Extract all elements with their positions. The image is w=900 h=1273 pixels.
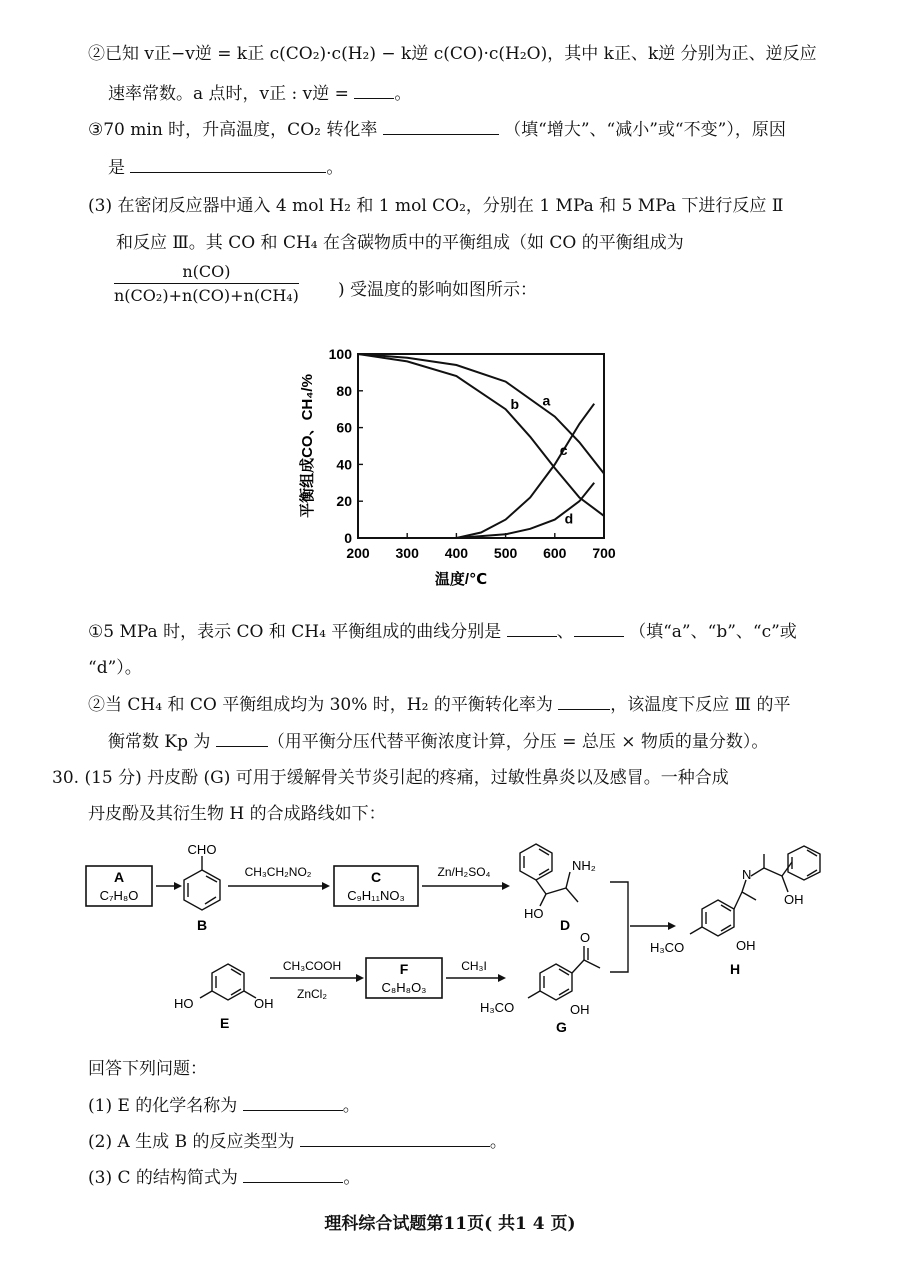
- q3-sub1-cont-text: “d”）。: [88, 658, 142, 678]
- h-n-label: N: [742, 867, 752, 882]
- g-methoxy-label: H₃CO: [480, 1000, 515, 1015]
- compound-h-structure: [690, 846, 820, 936]
- q30-p1: [88, 1094, 360, 1118]
- y-tick-label: 60: [336, 419, 352, 436]
- q2-item3-cont-line: [108, 156, 343, 180]
- x-tick-label: 400: [444, 545, 469, 561]
- y-tick-label: 0: [344, 530, 352, 546]
- answer-blank[interactable]: [243, 1166, 343, 1183]
- q30-p3-text: (3) C 的结构简式为: [88, 1168, 238, 1188]
- equilibrium-composition-chart: [290, 340, 620, 600]
- q2-item3-cont: 是: [108, 158, 125, 178]
- curve-label-c: c: [559, 442, 568, 459]
- e-oh-label: OH: [254, 996, 274, 1011]
- q30-head1: [52, 766, 729, 790]
- page-footer: [0, 1212, 900, 1236]
- h-oh-ring-label: OH: [736, 938, 756, 953]
- q3-intro2-text: 和反应 Ⅲ。其 CO 和 CH₄ 在含碳物质中的平衡组成（如 CO 的平衡组成为: [116, 233, 684, 253]
- period: 。: [342, 1096, 360, 1116]
- q30-p2-text: (2) A 生成 B 的反应类型为: [88, 1132, 295, 1152]
- series-line-c: [456, 404, 594, 538]
- answer-blank[interactable]: [243, 1094, 343, 1111]
- merge-bracket: [610, 882, 628, 972]
- y-axis-label: 平衡组成CO、CH₄/%: [299, 374, 316, 518]
- y-tick-label: 80: [336, 382, 352, 399]
- arrowhead: [174, 882, 182, 890]
- q3-sub2-cont-a: 衡常数 Kp 为: [108, 732, 211, 752]
- h-oh-side-label: OH: [784, 892, 804, 907]
- q2-item2-text: ②已知 v正−v逆 = k正 c(CO₂)·c(H₂) − k逆 c(CO)·c(H₂O)，其中 k正、k逆 分别为正、逆反应: [88, 44, 817, 64]
- q3-intro2: [116, 231, 684, 255]
- curve-label-a: a: [542, 392, 551, 409]
- formula-a: C₇H₈O: [99, 888, 139, 903]
- q30-p1-text: (1) E 的化学名称为: [88, 1096, 238, 1116]
- q3-sub2-tail: ，该温度下反应 Ⅲ 的平: [610, 695, 791, 715]
- q3-sub2: [88, 693, 790, 717]
- formula-f: C₈H₈O₃: [381, 980, 427, 995]
- reagent-zncl2: ZnCl₂: [297, 987, 327, 1001]
- label-d: D: [560, 917, 571, 933]
- benzaldehyde-structure: [184, 856, 220, 910]
- q3-sub2-cont: [108, 730, 768, 754]
- fraction-co: [114, 262, 299, 305]
- q3-intro1: [88, 194, 783, 218]
- chart-ticks: [329, 346, 616, 561]
- period: 。: [326, 158, 344, 178]
- arrowhead: [498, 974, 506, 982]
- answer-intro-text: 回答下列问题：: [88, 1059, 207, 1079]
- period: 。: [343, 1168, 361, 1188]
- d-ho-label: HO: [524, 906, 544, 921]
- q3-sub2-cont-b: （用平衡分压代替平衡浓度计算，分压 = 总压 × 物质的量分数）。: [267, 732, 769, 752]
- label-c: C: [370, 869, 382, 885]
- answer-blank[interactable]: [507, 620, 557, 637]
- x-tick-label: 700: [592, 545, 616, 561]
- h-methoxy-label: H₃CO: [650, 940, 685, 955]
- q30-head1-text: 30. (15 分) 丹皮酚 (G) 可用于缓解骨关节炎引起的疼痛，过敏性鼻炎以及感冒。一种合成: [52, 768, 729, 788]
- separator: 、: [556, 622, 574, 642]
- q3-sub2-text: ②当 CH₄ 和 CO 平衡组成均为 30% 时，H₂ 的平衡转化率为: [88, 695, 553, 715]
- page-footer-text: 理科综合试题第11页( 共1 4 页): [324, 1214, 576, 1234]
- label-e: E: [220, 1015, 230, 1031]
- fraction-numerator: n(CO): [114, 262, 299, 284]
- q3-intro3: [338, 278, 537, 302]
- y-tick-label: 100: [328, 346, 352, 362]
- y-tick-label: 20: [336, 493, 352, 510]
- period: 。: [489, 1132, 507, 1152]
- reagent-ch3i: CH₃I: [461, 959, 487, 973]
- q2-item2-line: [88, 42, 817, 66]
- q30-p2: [88, 1130, 507, 1154]
- label-a: A: [113, 869, 125, 885]
- q2-item3-line: [88, 118, 786, 142]
- e-ho-label: HO: [174, 996, 194, 1011]
- d-nh2-label: NH₂: [572, 858, 596, 873]
- reagent-nitroethane: CH₃CH₂NO₂: [244, 865, 312, 879]
- q2-item2-cont: 速率常数。a 点时，v正 : v逆 =: [108, 84, 349, 104]
- q30-head2-text: 丹皮酚及其衍生物 H 的合成路线如下：: [88, 804, 386, 824]
- answer-blank[interactable]: [354, 82, 394, 99]
- label-f: F: [399, 961, 409, 977]
- q2-item3-tail: （填“增大”、“减小”或“不变”），原因: [504, 120, 786, 140]
- arrowhead: [502, 882, 510, 890]
- formula-c: C₉H₁₁NO₃: [347, 888, 405, 903]
- q3-sub1-cont: [88, 656, 142, 680]
- q30-head2: [88, 802, 386, 826]
- g-oh-label: OH: [570, 1002, 590, 1017]
- g-o-label: O: [580, 930, 591, 945]
- arrowhead: [668, 922, 676, 930]
- answer-blank[interactable]: [300, 1130, 490, 1147]
- q2-item3-text: ③70 min 时，升高温度，CO₂ 转化率: [88, 120, 378, 140]
- x-tick-label: 500: [493, 545, 518, 561]
- synthesis-scheme: [70, 836, 850, 1046]
- y-tick-label: 40: [336, 456, 352, 473]
- arrowhead: [356, 974, 364, 982]
- label-h: H: [730, 961, 741, 977]
- chart-series: [358, 354, 604, 538]
- label-b: B: [196, 917, 208, 933]
- compound-d-structure: [520, 844, 578, 906]
- q2-item2-cont-line: [108, 82, 411, 106]
- answer-blank[interactable]: [130, 156, 326, 173]
- curve-label-d: d: [564, 510, 574, 527]
- q3-intro1-text: (3) 在密闭反应器中通入 4 mol H₂ 和 1 mol CO₂，分别在 1 MPa 和 5 MPa 下进行反应 Ⅱ: [88, 196, 784, 216]
- q3-sub1-tail: （填“a”、“b”、“c”或: [629, 622, 797, 642]
- x-tick-label: 300: [395, 545, 419, 561]
- answer-blank[interactable]: [574, 620, 624, 637]
- q30-p3: [88, 1166, 360, 1190]
- q3-intro3-text: ) 受温度的影响如图所示：: [338, 280, 538, 300]
- reagent-acetic-acid: CH₃COOH: [282, 959, 342, 973]
- arrowhead: [322, 882, 330, 890]
- resorcinol-structure: [200, 964, 256, 1000]
- x-axis-label: 温度/℃: [434, 571, 488, 588]
- answer-blank[interactable]: [558, 693, 610, 710]
- curve-label-b: b: [510, 396, 520, 413]
- answer-blank[interactable]: [216, 730, 268, 747]
- x-tick-label: 600: [543, 545, 567, 561]
- fraction-denominator: n(CO₂)+n(CO)+n(CH₄): [114, 286, 299, 305]
- series-line-b: [358, 354, 604, 516]
- answer-intro: [88, 1057, 207, 1081]
- b-cho-label: CHO: [187, 842, 217, 857]
- q3-sub1: [88, 620, 797, 644]
- period: 。: [394, 84, 412, 104]
- reagent-zn: Zn/H₂SO₄: [437, 865, 491, 879]
- answer-blank[interactable]: [383, 118, 499, 135]
- x-tick-label: 200: [346, 545, 370, 561]
- compound-g-structure: [528, 946, 600, 1000]
- label-g: G: [556, 1019, 567, 1035]
- q3-sub1-text: ①5 MPa 时，表示 CO 和 CH₄ 平衡组成的曲线分别是: [88, 622, 502, 642]
